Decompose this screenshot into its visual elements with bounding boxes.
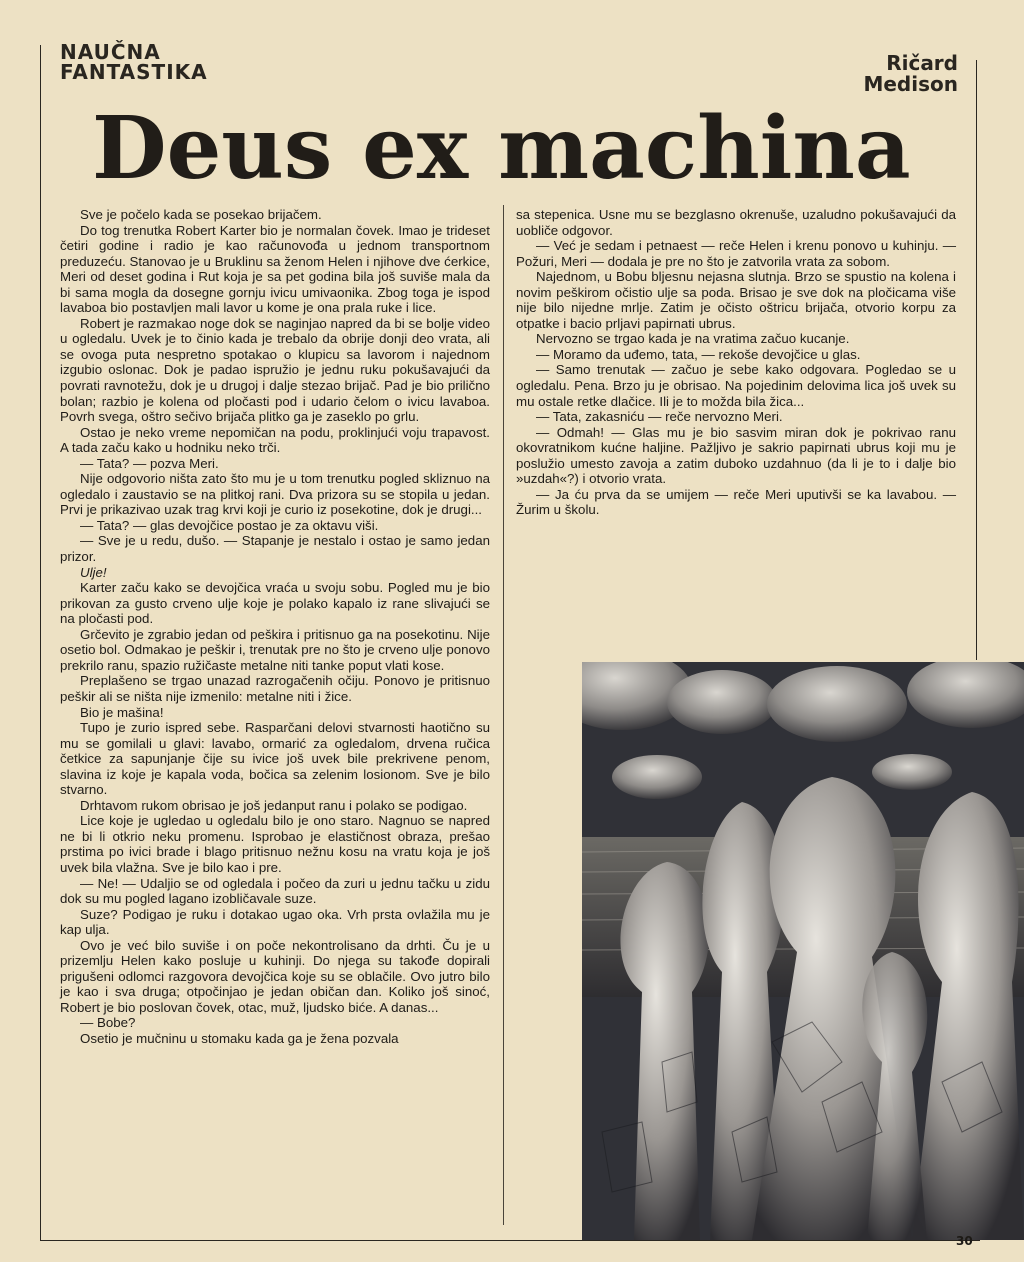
text-column-left [60, 207, 490, 1047]
paragraph: — Odmah! — Glas mu je bio sasvim miran dok je pokrivao ranu okovratnikom kućne haljine. Pažljivo je sakrio papirnati ubrus koji mu je poslužio umesto zavoja a zatim duboko uzdahnuo (da li je to i dalje bio »uzdah«?) i otvorio vrata. [516, 424, 956, 487]
paragraph: — Ja ću prva da se umijem — reče Meri uputivši se ka lavabou. — Žurim u školu. [516, 486, 956, 518]
paragraph: Drhtavom rukom obrisao je još jedanput ranu i polako se podigao. [80, 797, 468, 813]
paragraph: Tupo je zurio ispred sebe. Rasparčani delovi stvarnosti haotično su mu se gomilali u glavi: lavabo, ormarić za ogledalom, drvena ručica četkice za sapunjanje čije su ivice još uvek bile prekrivene penom, slavina iz koje je kapala voda, bočica sa zelenim losionom. Sve je bilo stvarno. [60, 720, 490, 798]
paragraph-emphasis: Ulje! [80, 564, 107, 580]
author-first-name: Ričard [886, 51, 958, 75]
paragraph: Preplašeno se trgao unazad razrogačenih očiju. Ponovo je pritisnuo peškir ali se ništa nije izmenilo: metalne niti i žice. [60, 673, 490, 704]
section-label-line1: NAUČNA [60, 40, 161, 64]
paragraph: — Tata, zakasniću — reče nervozno Meri. [536, 409, 783, 425]
illustration-robot-heads [582, 662, 1024, 1240]
paragraph: Grčevito je zgrabio jedan od peškira i pritisnuo ga na posekotinu. Nije osetio bol. Odmakao je peškir i, trenutak pre no što je crveno ulje ponovo prekrilo ranu, spazio ružičaste metalne niti tanke poput vlati kose. [60, 626, 490, 673]
paragraph: — Bobe? [80, 1015, 136, 1031]
paragraph: Do tog trenutka Robert Karter bio je normalan čovek. Imao je trideset četiri godine i radio je kao računovođa u jednom transportnom preduzeću. Stanovao je u Bruklinu sa ženom Helen i njihove dve ćerkice, Meri od deset godina i Rut koja je sa pet godina bila još suviše mala da bi sama mogla da dosegne gornju ivicu umivaonika. Zbog toga je ispod lavaboa bio postavljen mali lavor u kome je ona prala ruke i lice. [60, 222, 490, 316]
paragraph: — Ne! — Udaljio se od ogledala i počeo da zuri u jednu tačku u zidu dok su mu pogled lagano izobličavale suze. [60, 875, 490, 907]
paragraph: — Tata? — pozva Meri. [80, 455, 219, 471]
paragraph: Ovo je već bilo suviše i on poče nekontrolisano da drhti. Ču je u prizemlju Helen kako posluje u kuhinji. Do njega su takođe dopirali prigušeni odlomci razgovora devojčica koje su se oblačile. Ovo jutro bilo je kao i sva druga; otpočinjao je jedan običan dan. Koliko još sinoć, Robert je bio poslovan čovek, otac, muž, ljudsko biće. A danas... [60, 937, 490, 1015]
paragraph: Robert je razmakao noge dok se naginjao napred da bi se bolje video u ogledalu. Uvek je to činio kada je trebalo da obrije donji deo vrata, ali se ovoga puta nespretno spotakao o klupicu sa lavorom i najednom izgubio oslonac. Dok je padao ispružio je jednu ruku pokušavajući da povrati ravnotežu, dok je u drugoj i dalje stezao brijač. Pad je bio prilično bolan; razbio je kolena od pločasti pod i udario čelom o ivicu lavaboa. Povrh svega, oštro sečivo brijača plitko ga je zaseklo po grlu. [60, 315, 490, 425]
paragraph: Lice koje je ugledao u ogledalu bilo je ono staro. Nagnuo se napred ne bi li otkrio neku promenu. Isprobao je elastičnost obraza, prešao prstima po ivici brade i blago pritisnuo nežnu kosu na vratu koja je još uvek bila vlažna. Sve je bilo kao i pre. [60, 813, 490, 875]
paragraph: — Samo trenutak — začuo je sebe kako odgovara. Pogledao se u ogledalu. Pena. Brzo ju je obrisao. Na pojedinim delovima lica još uvek su mu ostale retke dlačice. Ili je to možda bila žica... [516, 362, 956, 409]
paragraph: Nervozno se trgao kada je na vratima začuo kucanje. [536, 331, 850, 347]
paragraph: Najednom, u Bobu bljesnu nejasna slutnja. Brzo se spustio na kolena i novim peškirom očistio ulje sa poda. Brisao je sve dok na pločicama više nije bilo nijedne mrlje. Zatim je očisto oštricu brijača, otvorio korpu za otpatke i bacio prljavi papirnati ubrus. [516, 269, 956, 331]
text-column-right [516, 207, 956, 518]
author-name [863, 53, 958, 95]
paragraph: Ostao je neko vreme nepomičan na podu, proklinjući voju trapavost. A tada začu kako u hodniku neko trči. [60, 424, 490, 456]
paragraph: — Moramo da uđemo, tata, — rekoše devojčice u glas. [536, 346, 861, 362]
paragraph: Osetio je mučninu u stomaku kada ga je žena pozvala [80, 1030, 399, 1046]
frame-line-right [976, 60, 977, 660]
paragraph: — Tata? — glas devojčice postao je za oktavu viši. [80, 517, 379, 533]
story-title: Deus ex machina [92, 98, 911, 199]
page-number: 30 [956, 1234, 973, 1248]
section-label-line2: FANTASTIKA [60, 60, 208, 84]
paragraph: sa stepenica. Usne mu se bezglasno okrenuše, uzaludno pokušavajući da uobliče odgovor. [516, 207, 956, 238]
paragraph: — Već je sedam i petnaest — reče Helen i krenu ponovo u kuhinju. — Požuri, Meri — dodala je pre no što je zatvorila vrata za sobom. [516, 238, 956, 269]
frame-line-bottom [40, 1240, 980, 1241]
paragraph: — Sve je u redu, dušo. — Stapanje je nestalo i ostao je samo jedan prizor. [60, 533, 490, 565]
paragraph: Bio je mašina! [80, 704, 164, 720]
paragraph: Suze? Podigao je ruku i dotakao ugao oka. Vrh prsta ovlažila mu je kap ulja. [60, 906, 490, 938]
section-label [60, 42, 208, 82]
column-divider [503, 205, 504, 1225]
frame-line-left [40, 45, 41, 1240]
author-last-name: Medison [863, 72, 958, 96]
illustration-artwork [582, 662, 1024, 1240]
paragraph: Karter začu kako se devojčica vraća u svoju sobu. Pogled mu je bio prikovan za gusto crveno ulje koje je polako kapalo iz rane slivajući se na pločasti pod. [60, 580, 490, 627]
paragraph: Nije odgovorio ništa zato što mu je u tom trenutku pogled skliznuo na ogledalo i zaustavio se na plitkoj rani. Dva prizora su se stopila u jedan. Prvi je prikazivao uzak trag krvi koji je curio iz posekotine, dok je drugi... [60, 471, 490, 518]
paragraph: Sve je počelo kada se posekao brijačem. [80, 207, 322, 222]
